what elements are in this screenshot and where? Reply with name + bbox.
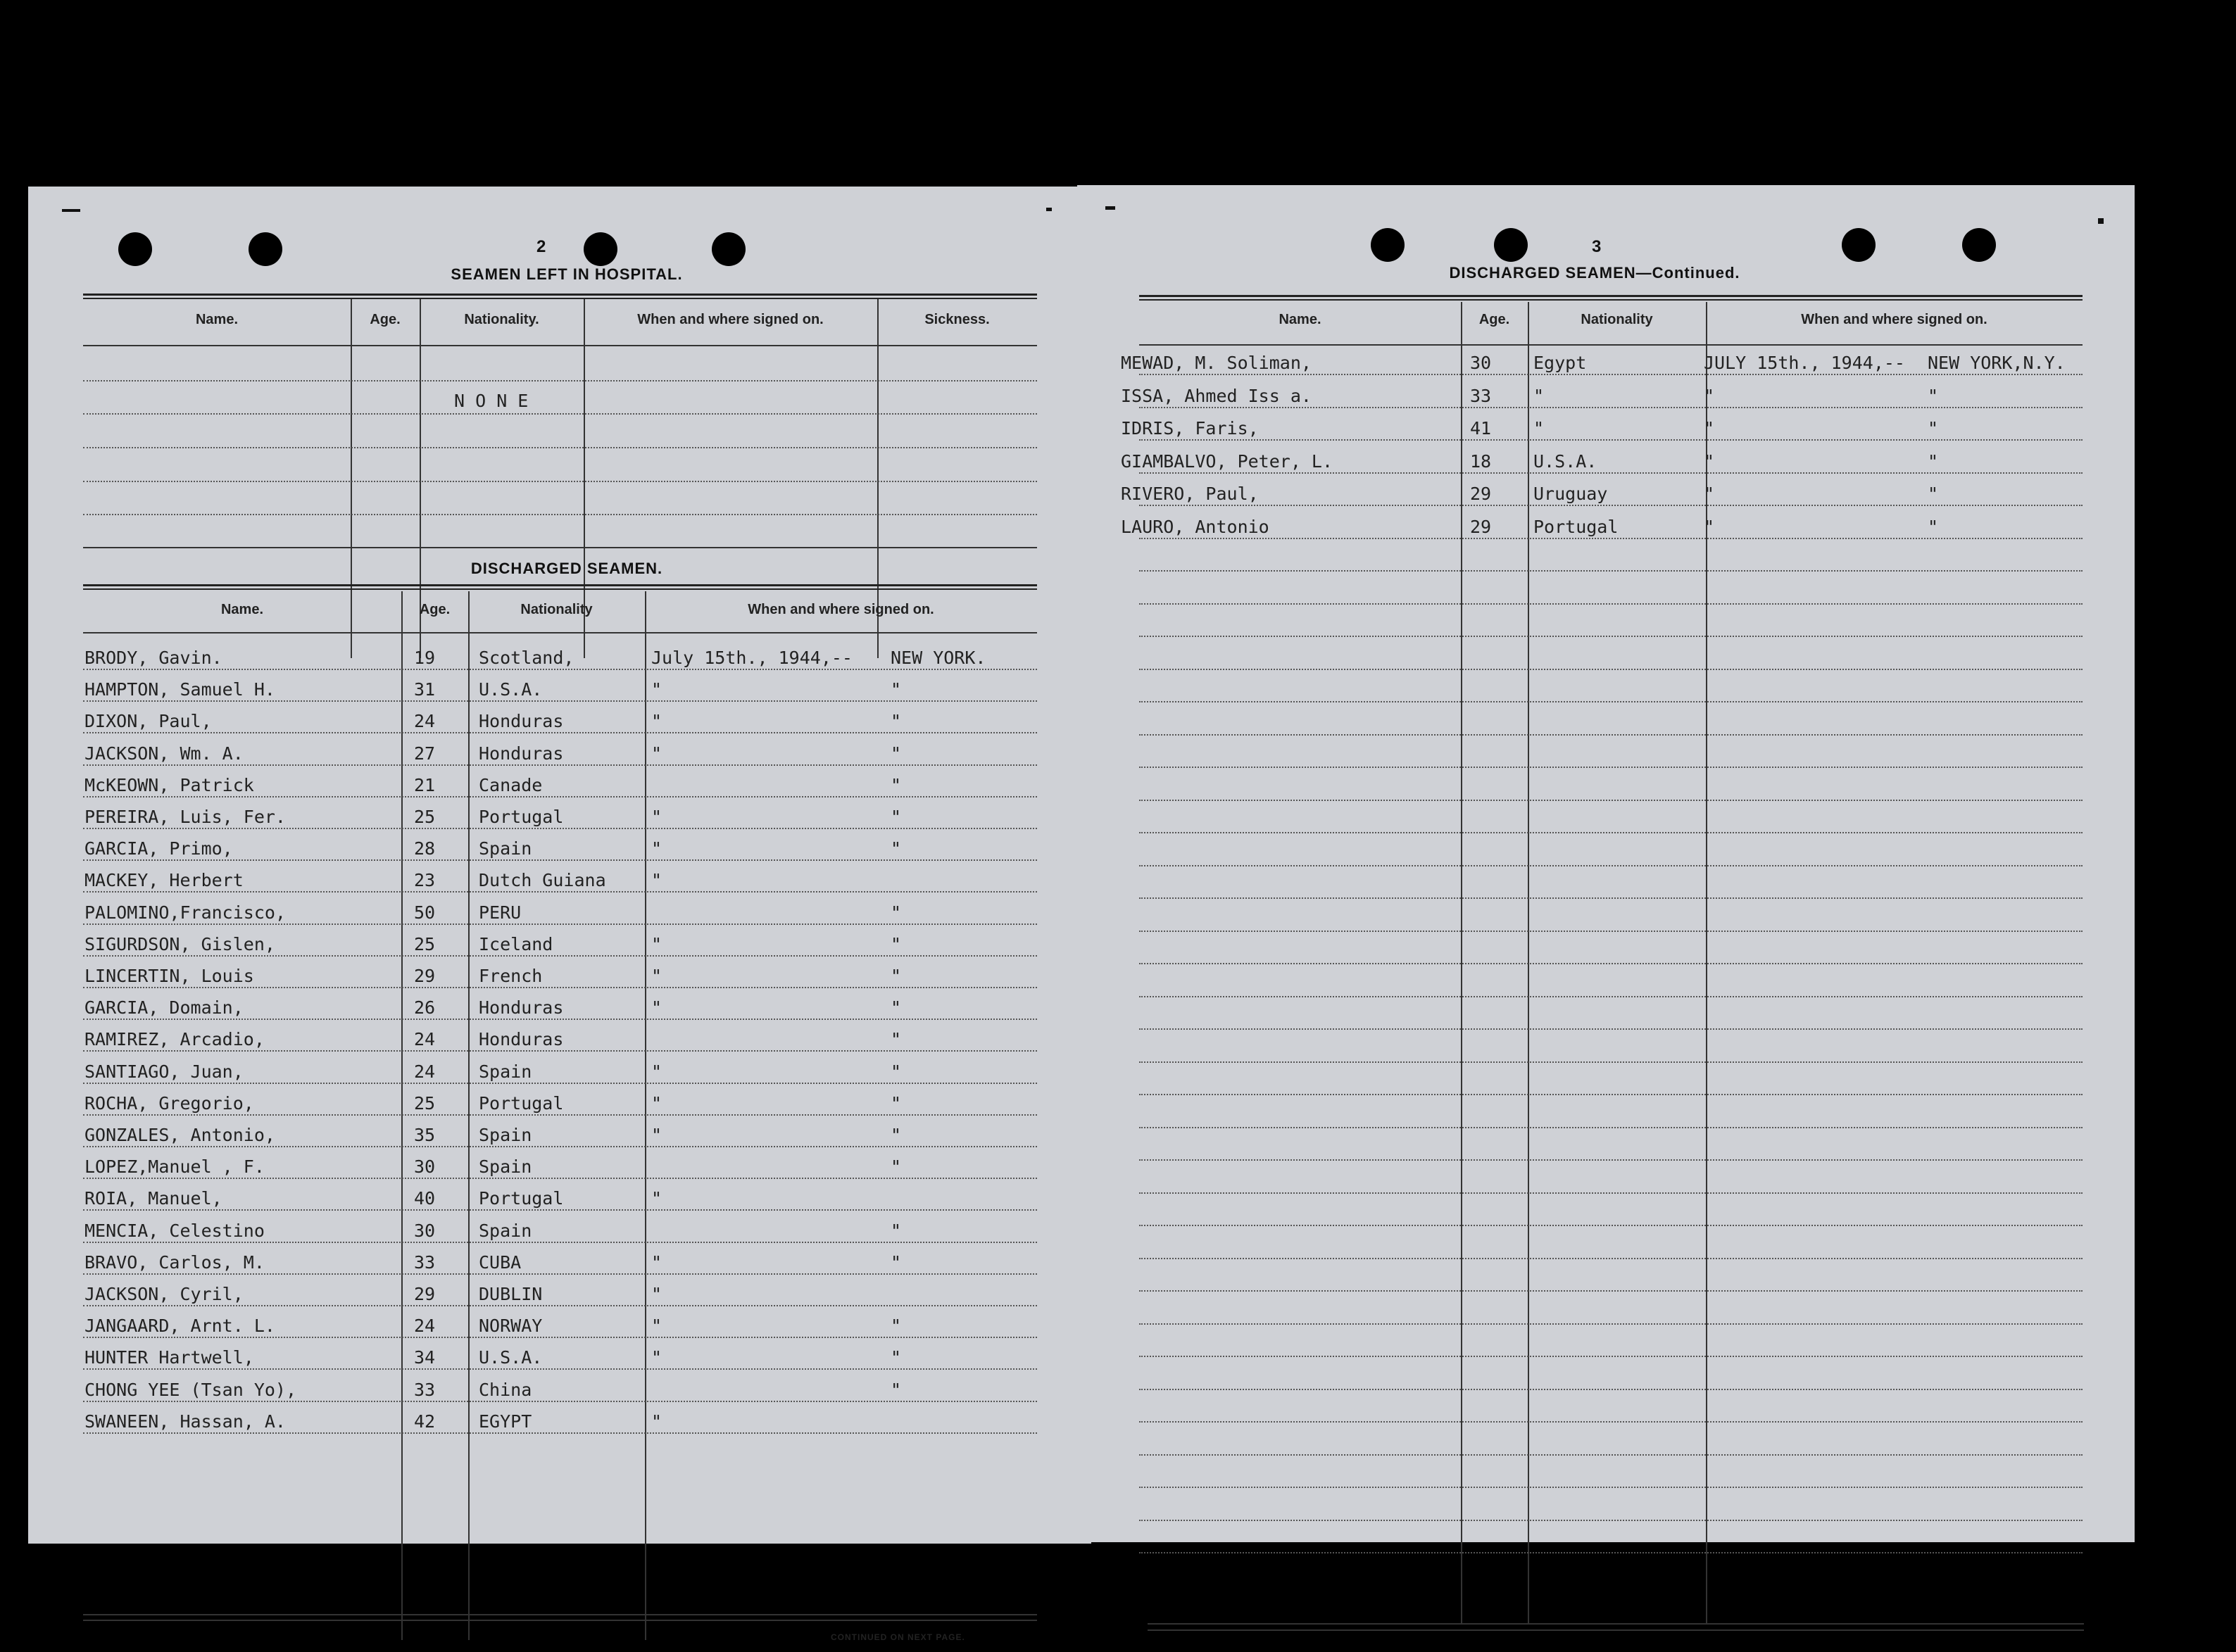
header-rule	[83, 345, 1037, 346]
ruled-line	[83, 700, 1037, 702]
row-nationality: Iceland	[479, 933, 553, 954]
row-nationality: Honduras	[479, 711, 564, 732]
ruled-line	[1139, 1389, 2083, 1390]
ruled-line	[83, 1368, 1037, 1370]
row-place: "	[891, 743, 902, 764]
row-nationality: U.S.A.	[1533, 450, 1597, 472]
row-age: 21	[414, 774, 436, 795]
row-date: "	[651, 838, 662, 859]
column-header-signed-on: When and where signed on.	[1801, 312, 1987, 327]
ruled-line	[1139, 505, 2083, 506]
row-name: JACKSON, Cyril,	[84, 1284, 244, 1304]
row-nationality: U.S.A.	[479, 679, 543, 700]
punch-hole	[1371, 228, 1405, 262]
row-nationality: Portugal	[479, 807, 564, 827]
ruled-line	[1139, 407, 2083, 408]
row-place: NEW YORK.	[891, 648, 986, 668]
continued-note: CONTINUED ON NEXT PAGE.	[831, 1632, 965, 1642]
ruled-line	[1139, 669, 2083, 670]
column-header-age: Age.	[370, 312, 401, 327]
ruled-line	[83, 514, 1037, 515]
bottom-rule	[1148, 1623, 2084, 1625]
ruled-line	[1139, 931, 2083, 932]
row-date: "	[651, 1284, 662, 1304]
ruled-line	[1139, 734, 2083, 736]
ruled-line	[1139, 1127, 2083, 1128]
ruled-line	[1139, 538, 2083, 539]
ruled-line	[83, 987, 1037, 988]
ruled-line	[1139, 636, 2083, 637]
ruled-line	[83, 1019, 1037, 1020]
ruled-line	[83, 1146, 1037, 1147]
row-nationality: "	[1533, 385, 1545, 406]
column-header-nationality: Nationality	[1581, 312, 1653, 327]
row-date: "	[651, 1125, 662, 1145]
row-place: "	[891, 933, 902, 954]
punch-hole	[584, 232, 617, 266]
column-header-signed-on: When and where signed on.	[748, 602, 934, 617]
row-nationality: NORWAY	[479, 1316, 543, 1337]
row-place: "	[891, 1092, 902, 1114]
row-date: JULY 15th., 1944,--	[1704, 353, 1905, 373]
ruled-line	[1139, 1094, 2083, 1095]
row-place: "	[891, 807, 902, 827]
column-header-sickness: Sickness.	[924, 312, 990, 327]
row-place: "	[891, 1251, 902, 1273]
row-nationality: EGYPT	[479, 1411, 532, 1432]
hospital-section-title: SEAMEN LEFT IN HOSPITAL.	[451, 265, 683, 283]
section-rule	[83, 547, 1037, 548]
row-place: "	[891, 966, 902, 986]
row-nationality: Honduras	[479, 997, 564, 1019]
row-date: "	[651, 997, 662, 1019]
row-nationality: Canade	[479, 774, 543, 795]
row-nationality: Uruguay	[1533, 484, 1608, 504]
row-name: HAMPTON, Samuel H.	[84, 679, 275, 700]
ruled-line	[1139, 603, 2083, 605]
ruled-line	[83, 1114, 1037, 1116]
row-name: MENCIA, Celestino	[84, 1220, 265, 1241]
row-name: LAURO, Antonio	[1121, 516, 1269, 537]
scan-mark	[1046, 208, 1052, 211]
punch-hole	[1962, 228, 1996, 262]
punch-hole	[118, 232, 152, 266]
row-name: McKEOWN, Patrick	[84, 774, 254, 795]
double-rule	[83, 294, 1037, 299]
double-rule	[83, 584, 1037, 590]
row-place: "	[1928, 484, 1939, 504]
ruled-line	[1139, 800, 2083, 801]
row-age: 28	[414, 838, 436, 859]
row-age: 29	[414, 1284, 436, 1304]
ruled-line	[83, 1432, 1037, 1434]
row-nationality: Egypt	[1533, 353, 1587, 373]
row-nationality: DUBLIN	[479, 1284, 543, 1304]
punch-hole	[1494, 228, 1528, 262]
ruled-line	[1139, 832, 2083, 833]
row-name: ISSA, Ahmed Iss a.	[1121, 385, 1312, 406]
row-place: "	[891, 902, 902, 923]
punch-hole	[712, 232, 746, 266]
row-place: "	[891, 774, 902, 795]
row-date: "	[651, 1411, 662, 1432]
row-place: "	[891, 1220, 902, 1241]
row-age: 29	[414, 966, 436, 986]
row-age: 50	[414, 902, 436, 923]
ruled-line	[83, 891, 1037, 893]
column-header-name: Name.	[1279, 312, 1321, 327]
ruled-line	[1139, 1192, 2083, 1194]
ruled-line	[1139, 1225, 2083, 1226]
row-name: HUNTER Hartwell,	[84, 1347, 254, 1368]
ruled-line	[1139, 1421, 2083, 1423]
row-name: IDRIS, Faris,	[1121, 418, 1259, 439]
row-date: "	[1704, 385, 1715, 406]
row-age: 24	[414, 1061, 436, 1082]
ruled-line	[83, 1337, 1037, 1338]
column-divider	[401, 591, 403, 1640]
ruled-line	[1139, 570, 2083, 572]
right-page	[1077, 185, 2135, 1542]
row-age: 30	[1470, 353, 1492, 373]
ruled-line	[83, 481, 1037, 482]
row-date: "	[651, 933, 662, 954]
ruled-line	[1139, 1552, 2083, 1553]
row-name: GIAMBALVO, Peter, L.	[1121, 450, 1333, 472]
bottom-rule	[83, 1614, 1037, 1615]
ruled-line	[1139, 1028, 2083, 1030]
ruled-line	[1139, 1323, 2083, 1325]
row-date: "	[651, 1188, 662, 1209]
column-header-age: Age.	[1478, 312, 1510, 327]
row-nationality: CUBA	[479, 1251, 522, 1273]
row-name: BRODY, Gavin.	[84, 648, 222, 668]
ruled-line	[83, 859, 1037, 861]
row-nationality: Portugal	[479, 1092, 564, 1114]
page-number: 2	[536, 237, 546, 256]
row-place: "	[891, 679, 902, 700]
header-rule	[1139, 344, 2083, 346]
row-name: ROCHA, Gregorio,	[84, 1092, 254, 1114]
row-nationality: Spain	[479, 1220, 532, 1241]
ruled-line	[1139, 701, 2083, 702]
row-date: "	[651, 870, 662, 891]
row-date: "	[651, 1347, 662, 1368]
row-name: SIGURDSON, Gislen,	[84, 933, 275, 954]
ruled-line	[83, 923, 1037, 925]
ruled-line	[83, 1273, 1037, 1275]
row-place: NEW YORK,N.Y.	[1928, 353, 2066, 373]
row-name: GONZALES, Antonio,	[84, 1125, 275, 1145]
row-name: SANTIAGO, Juan,	[84, 1061, 244, 1082]
row-age: 33	[414, 1379, 436, 1400]
row-age: 25	[414, 1092, 436, 1114]
row-nationality: Dutch Guiana	[479, 870, 606, 891]
ruled-line	[83, 796, 1037, 797]
row-place: "	[1928, 418, 1939, 439]
row-place: "	[1928, 450, 1939, 472]
ruled-line	[1139, 374, 2083, 375]
row-age: 33	[414, 1251, 436, 1273]
ruled-line	[1139, 472, 2083, 474]
row-name: RIVERO, Paul,	[1121, 484, 1259, 504]
row-name: SWANEEN, Hassan, A.	[84, 1411, 286, 1432]
row-place: "	[891, 1316, 902, 1337]
column-divider	[468, 591, 470, 1640]
row-place: "	[891, 1347, 902, 1368]
row-nationality: China	[479, 1379, 532, 1400]
row-date: "	[651, 807, 662, 827]
row-age: 29	[1470, 516, 1492, 537]
row-name: GARCIA, Domain,	[84, 997, 244, 1019]
row-nationality: "	[1533, 418, 1545, 439]
ruled-line	[1139, 767, 2083, 768]
row-place: "	[1928, 385, 1939, 406]
row-place: "	[891, 1061, 902, 1082]
row-name: BRAVO, Carlos, M.	[84, 1251, 265, 1273]
row-nationality: Honduras	[479, 743, 564, 764]
scan-mark	[1105, 206, 1115, 210]
scan-mark	[62, 209, 80, 212]
punch-hole	[1842, 228, 1876, 262]
ruled-line	[1139, 1520, 2083, 1521]
column-header-nationality: Nationality	[520, 602, 593, 617]
ruled-line	[1139, 1454, 2083, 1456]
ruled-line	[1139, 865, 2083, 866]
ruled-line	[83, 1209, 1037, 1211]
row-nationality: Honduras	[479, 1029, 564, 1050]
row-age: 35	[414, 1125, 436, 1145]
row-nationality: PERU	[479, 902, 522, 923]
row-date: "	[1704, 418, 1715, 439]
row-nationality: U.S.A.	[479, 1347, 543, 1368]
row-age: 27	[414, 743, 436, 764]
column-header-name: Name.	[220, 602, 264, 617]
row-age: 31	[414, 679, 436, 700]
row-date: July 15th., 1944,--	[651, 648, 853, 668]
discharged-continued-title: DISCHARGED SEAMEN—Continued.	[1449, 264, 1740, 282]
row-age: 41	[1470, 418, 1492, 439]
row-age: 29	[1470, 484, 1492, 504]
row-name: CHONG YEE (Tsan Yo),	[84, 1379, 297, 1400]
ruled-line	[83, 955, 1037, 957]
row-place: "	[891, 1379, 902, 1400]
bottom-rule	[83, 1620, 1037, 1621]
double-rule	[1139, 295, 2083, 301]
ruled-line	[83, 1305, 1037, 1306]
row-place: "	[891, 1125, 902, 1145]
ruled-line	[1139, 1258, 2083, 1259]
row-nationality: Spain	[479, 1061, 532, 1082]
hospital-entry: N O N E	[454, 391, 529, 411]
column-header-age: Age.	[419, 602, 451, 617]
row-name: DIXON, Paul,	[84, 711, 212, 732]
row-name: GARCIA, Primo,	[84, 838, 233, 859]
page-number: 3	[1592, 237, 1602, 256]
row-age: 25	[414, 807, 436, 827]
scan-mark	[2098, 218, 2104, 224]
row-place: "	[891, 838, 902, 859]
row-nationality: Spain	[479, 1156, 532, 1178]
ruled-line	[1139, 1159, 2083, 1161]
left-page	[28, 187, 1091, 1642]
row-name: LOPEZ,Manuel , F.	[84, 1156, 265, 1178]
row-nationality: Spain	[479, 838, 532, 859]
punch-hole	[249, 232, 282, 266]
row-date: "	[651, 966, 662, 986]
row-name: JACKSON, Wm. A.	[84, 743, 244, 764]
ruled-line	[1139, 963, 2083, 964]
ruled-line	[1139, 1356, 2083, 1357]
row-nationality: Portugal	[479, 1188, 564, 1209]
row-nationality: French	[479, 966, 543, 986]
row-place: "	[891, 1029, 902, 1050]
row-age: 34	[414, 1347, 436, 1368]
row-name: LINCERTIN, Louis	[84, 966, 254, 986]
row-age: 42	[414, 1411, 436, 1432]
row-name: PALOMINO,Francisco,	[84, 902, 286, 923]
row-date: "	[1704, 450, 1715, 472]
header-rule	[83, 632, 1037, 633]
ruled-line	[83, 413, 1037, 415]
ruled-line	[83, 732, 1037, 733]
row-age: 40	[414, 1188, 436, 1209]
row-age: 33	[1470, 385, 1492, 406]
discharged-section-title: DISCHARGED SEAMEN.	[470, 560, 663, 577]
ruled-line	[1139, 1061, 2083, 1063]
row-age: 24	[414, 1316, 436, 1337]
row-age: 24	[414, 1029, 436, 1050]
ruled-line	[83, 1178, 1037, 1179]
column-header-signed-on: When and where signed on.	[637, 312, 824, 327]
row-date: "	[651, 1251, 662, 1273]
row-place: "	[891, 711, 902, 732]
row-date: "	[651, 711, 662, 732]
ruled-line	[83, 1242, 1037, 1243]
row-place: "	[1928, 516, 1939, 537]
row-name: ROIA, Manuel,	[84, 1188, 222, 1209]
ruled-line	[83, 764, 1037, 766]
column-divider	[645, 591, 646, 1640]
row-name: RAMIREZ, Arcadio,	[84, 1029, 265, 1050]
row-date: "	[651, 1061, 662, 1082]
ruled-line	[1139, 439, 2083, 441]
row-date: "	[651, 1092, 662, 1114]
row-nationality: Spain	[479, 1125, 532, 1145]
ruled-line	[1139, 996, 2083, 997]
row-age: 23	[414, 870, 436, 891]
row-age: 25	[414, 933, 436, 954]
row-age: 19	[414, 648, 436, 668]
row-age: 18	[1470, 450, 1492, 472]
ruled-line	[83, 1401, 1037, 1402]
row-name: MACKEY, Herbert	[84, 870, 244, 891]
row-date: "	[1704, 516, 1715, 537]
ruled-line	[83, 669, 1037, 670]
row-nationality: Portugal	[1533, 516, 1619, 537]
row-age: 24	[414, 711, 436, 732]
ruled-line	[83, 828, 1037, 829]
row-place: "	[891, 997, 902, 1019]
row-age: 30	[414, 1220, 436, 1241]
row-date: "	[651, 679, 662, 700]
ruled-line	[1139, 1290, 2083, 1292]
row-date: "	[1704, 484, 1715, 504]
column-header-name: Name.	[195, 312, 239, 327]
row-date: "	[651, 743, 662, 764]
row-nationality: Scotland,	[479, 648, 574, 668]
ruled-line	[83, 1050, 1037, 1052]
column-header-nationality: Nationality.	[464, 312, 539, 327]
row-date: "	[651, 1316, 662, 1337]
row-name: MEWAD, M. Soliman,	[1121, 353, 1312, 373]
row-name: PEREIRA, Luis, Fer.	[84, 807, 286, 827]
ruled-line	[83, 447, 1037, 448]
ruled-line	[1139, 1487, 2083, 1488]
row-place: "	[891, 1156, 902, 1178]
ruled-line	[83, 1083, 1037, 1084]
row-name: JANGAARD, Arnt. L.	[84, 1316, 275, 1337]
ruled-line	[1139, 897, 2083, 899]
ruled-line	[83, 380, 1037, 382]
bottom-rule	[1148, 1629, 2084, 1631]
row-age: 30	[414, 1156, 436, 1178]
row-age: 26	[414, 997, 436, 1019]
